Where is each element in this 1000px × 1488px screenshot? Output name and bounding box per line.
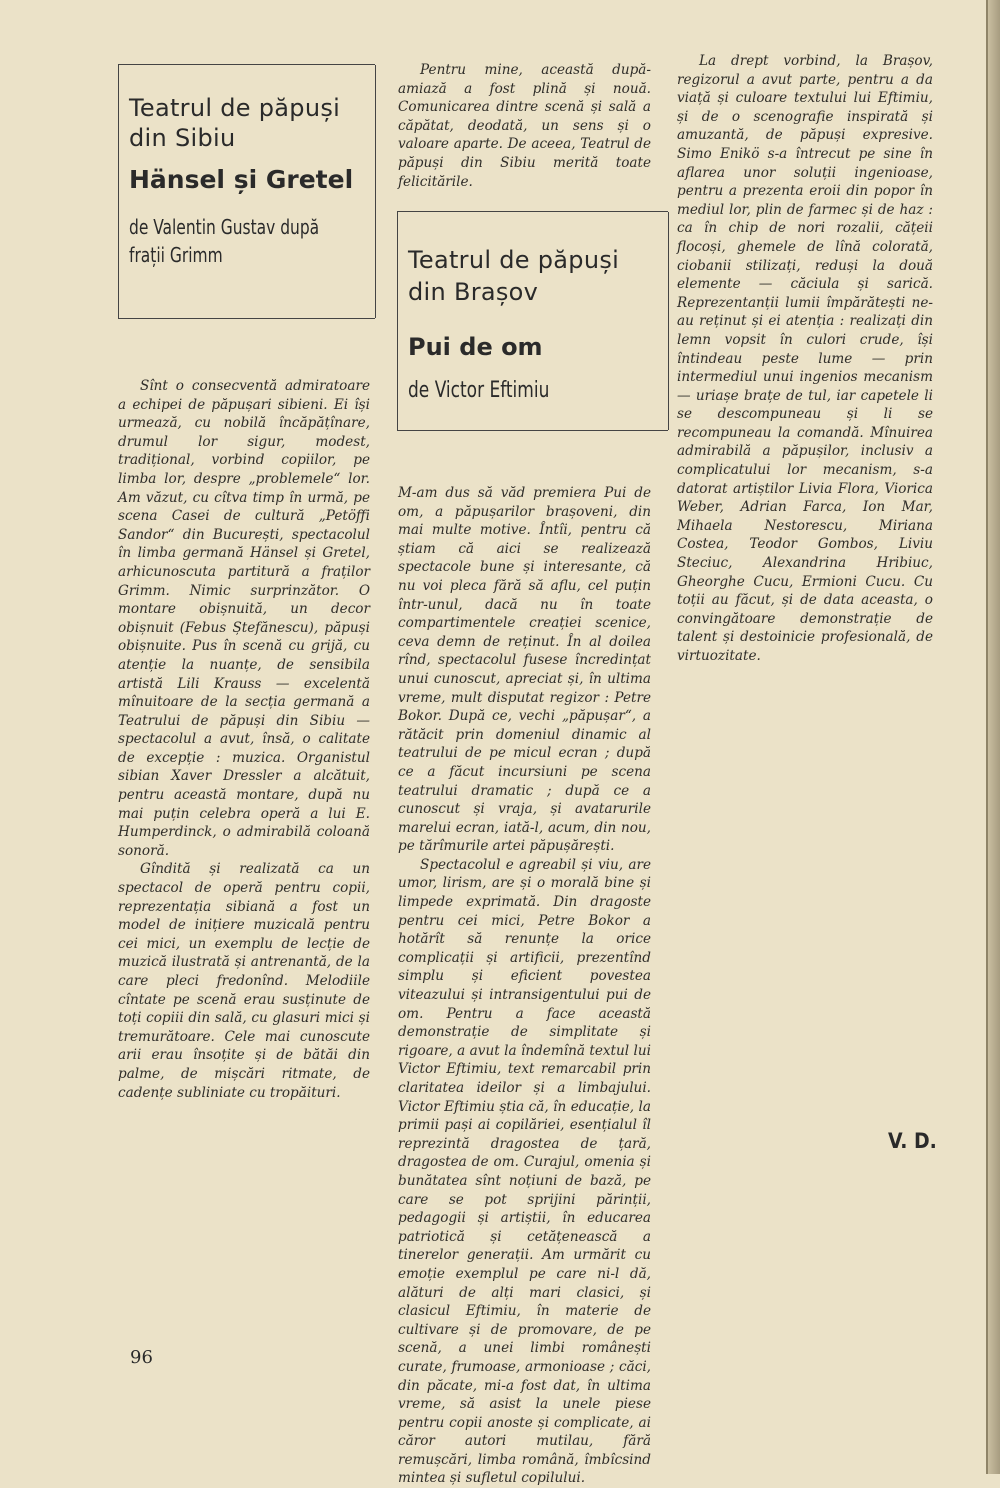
paragraph: Spectacolul e agreabil și viu, are umor, lirism, are și o morală bine și limpede exprimată. Din dragoste pentru cei mici, Petre Bokor a hotărît să renunțe la orice complicații și artificii, prezentînd simplu și eficient povestea viteazului și intransigentului pui de om. Pentru a face această demonstrație de simplitate și rigoare, a avut la îndemînă textul lui Victor Eftimiu, text remarcabil prin claritatea ideilor și a limbajului. Victor Eftimiu știa că, în educație, la primii pași ai copilăriei, esențialul îl reprezintă dragostea de țară, dragostea de om. Curajul, omenia și bunătatea sînt noțiuni de bază, pe care se pot sprijini părinții, pedagogii și artiștii, în educarea patriotică și cetățenească a tinerelor generații. Am urmărit cu emoție exemplul pe care ni-l dă, alături de alți mari clasici, și clasicul Eftimiu, în materie de cultivare și de promovare, de pe scenă, a unei limbi românești curate, frumoase, armonioase ; căci, din păcate, mi-a fost dat, în ultima vreme, să asist la unele piese pentru copii anoste și complicate, ai căror autori mutilau, fără remușcări, limba română, îmbîcsind mintea și sufletul copilului. — [398, 856, 651, 1487]
article-column-sibiu — [118, 377, 370, 1102]
play-title-brasov: Pui de om — [408, 333, 543, 361]
title-box-sibiu — [118, 64, 375, 319]
binding-edge — [986, 0, 1000, 1474]
article-column-sibiu-continued — [398, 61, 651, 191]
paragraph: Gîndită și realizată ca un spectacol de operă pentru copii, reprezentația sibiană a fost un model de inițiere muzicală pentru cei mici, un exemplu de lecție de muzică ilustrată și antrenantă, de la care pleci fredonînd. Melodiile cîntate pe scenă erau susținute de toți copiii din sală, cu glasuri mici și tremurătoare. Cele mai cunoscute arii erau însoțite și de bătăi din palme, de mișcări ritmate, de cadențe subliniate cu tropăituri. — [118, 861, 370, 1101]
paragraph: M-am dus să văd premiera Pui de om, a păpușarilor brașoveni, din mai multe motive. Întîi, pentru că știam că aici se realizează spectacole bune și interesante, că nu voi pleca fără să aflu, cel puțin într-unul, dacă nu în toate compartimentele creației scenice, ceva demn de reținut. În al doilea rînd, spectacolul fusese încredințat unui cunoscut, apreciat și, în ultima vreme, mult disputat regizor : Petre Bokor. După ce, vechi „păpușar“, a rătăcit prin domeniul dinamic al teatrului de pe micul ecran ; după ce a făcut incursiuni pe scena teatrului dramatic ; după ce a cunoscut și vraja, și avatarurile marelui ecran, iată-l, acum, din nou, pe tărîmurile artei păpușărești. — [398, 485, 651, 855]
article-column-brasov — [398, 484, 651, 1488]
title-box-brasov — [397, 211, 668, 431]
paragraph: Sînt o consecventă admiratoare a echipei de păpușari sibieni. Ei își urmează, cu nobilă încăpățînare, drumul lor sigur, modest, tradițional, vorbind copiilor, pe limba lor, despre „problemele“ lor. Am văzut, cu cîtva timp în urmă, pe scena Casei de cultură „Petöffi Sandor“ din București, spectacolul în limba germană Hänsel și Gretel, arhicunoscuta partitură a fraților Grimm. Nimic surprinzător. O montare obișnuită, un decor obișnuit (Febus Ștefănescu), păpuși obișnuite. Pus în scenă cu grijă, cu atenție la nuanțe, de sensibila artistă Lili Krauss — excelentă mînuitoare de la secția germană a Teatrului de păpuși din Sibiu — spectacolul a avut, însă, o calitate de excepție : muzica. Organistul sibian Xaver Dressler a alcătuit, pentru această montare, după nu mai puțin celebra operă a lui E. Humperdinck, o admirabilă coloană sonoră. — [118, 378, 370, 859]
theatre-name-sibiu: Teatrul de păpuși din Sibiu — [129, 94, 341, 152]
theatre-name-brasov: Teatrul de păpuși din Brașov — [408, 246, 620, 306]
paragraph-continued: Pentru mine, această după-amiază a fost plină și nouă. Comunicarea dintre scenă și sală a căpătat, deodată, un sens și o valoare aparte. De aceea, Teatrul de păpuși din Sibiu merită toate felicitările. — [398, 62, 651, 190]
paragraph: La drept vorbind, la Brașov, regizorul a avut parte, pentru a da viață și culoare textului lui Eftimiu, și de o scenografie inspirată și amuzantă, de păpuși expresive. Simo Enikö s-a întrecut pe sine în aflarea unor soluții ingenioase, pentru a prezenta eroii din popor în mediul lor, plin de farmec și de haz : ca în chip de nori rozalii, cățeii flocoși, ghemele de lînă colorată, ciobanii stilizați, reduși la două elemente — căciula și sarică. Reprezentanții lumii împărătești ne-au reținut și ei atenția : realizați din lemn vopsit în culori crude, își întindeau peste lume — prin intermediul unui ingenios mecanism — uriașe brațe de tul, iar capetele li se descompuneau și li se recompuneau la comandă. Mînuirea admirabilă a păpușilor, inclusiv a complicatului lor mecanism, s-a datorat artiștilor Livia Flora, Viorica Weber, Adrian Farca, Ion Mar, Mihaela Nestorescu, Miriana Costea, Teodor Gombos, Liviu Steciuc, Alexandrina Hribiuc, Gheorghe Cucu, Ermioni Cucu. Cu toții au făcut, și de data aceasta, o convingătoare demonstrație de talent și destoinicie profesională, de virtuozitate. — [677, 53, 933, 664]
play-title-sibiu: Hänsel și Gretel — [129, 165, 354, 194]
credit-sibiu: de Valentin Gustav după frații Grimm — [129, 215, 320, 267]
author-signature: V. D. — [888, 1129, 937, 1153]
credit-brasov: de Victor Eftimiu — [408, 378, 550, 403]
page-number: 96 — [130, 1347, 153, 1368]
article-column-brasov-continued — [677, 52, 933, 666]
